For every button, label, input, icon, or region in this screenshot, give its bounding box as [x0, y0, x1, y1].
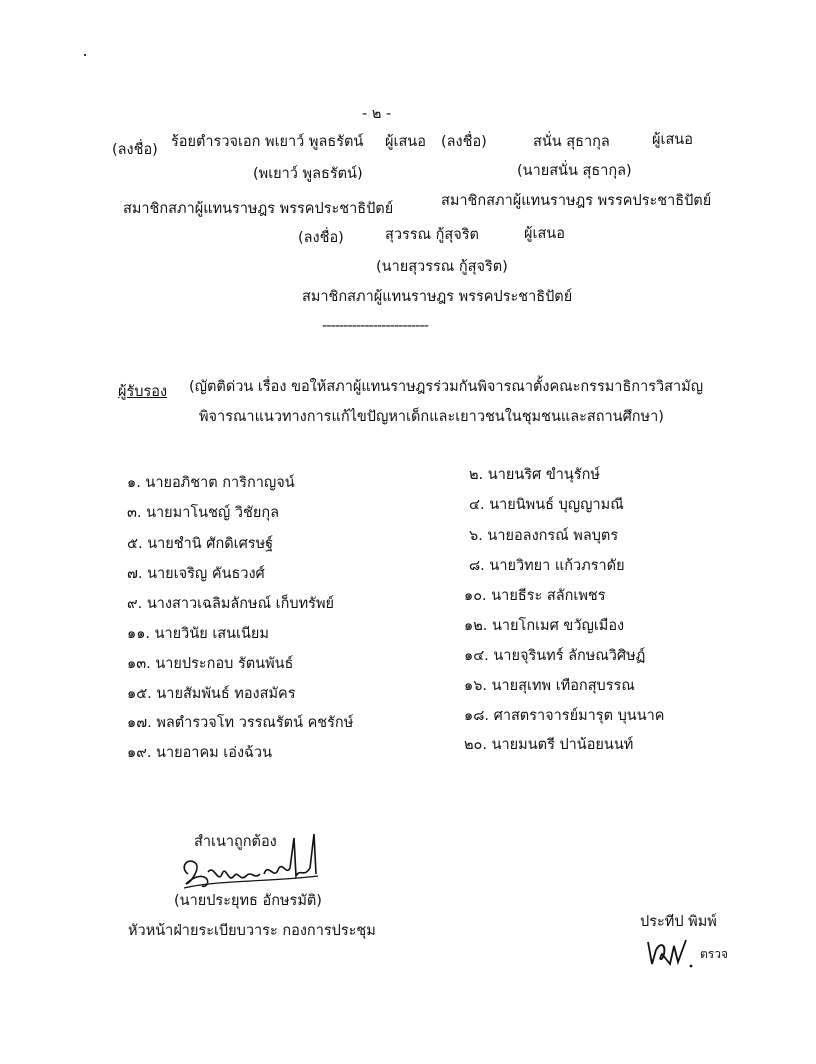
endorser-item: ๓. นายมาโนชญ์ วิชัยกุล [127, 505, 280, 521]
endorser-item: ๑๗. พลตำรวจโท วรรณรัตน์ คชรักษ์ [127, 715, 354, 731]
proposer-role: ผู้เสนอ [652, 132, 693, 148]
endorser-item: ๑๘. ศาสตราจารย์มารุต บุนนาค [464, 708, 665, 724]
endorser-item: ๑๓. นายประกอบ รัตนพันธ์ [127, 656, 294, 672]
endorser-item: ๑๐. นายธีระ สลักเพชร [464, 588, 606, 604]
mp-position: สมาชิกสภาผู้แทนราษฎร พรรคประชาธิปัตย์ [441, 193, 712, 209]
endorser-item: ๑. นายอภิชาต การิกาญจน์ [127, 475, 295, 491]
proposer-role: ผู้เสนอ [524, 226, 565, 242]
certified-copy-label: สำเนาถูกต้อง [194, 834, 277, 850]
initials-signature [644, 936, 696, 972]
motion-subject: พิจารณาแนวทางการแก้ไขปัญหาเด็กและเยาวชนในชุมชนและสถานศึกษา) [199, 409, 664, 425]
endorser-item: ๗. นายเจริญ คันธวงศ์ [127, 566, 265, 582]
endorser-item: ๘. นายวิทยา แก้วภราดัย [469, 558, 625, 574]
endorser-item: ๑๔. นายจุรินทร์ ลักษณวิศิษฏ์ [464, 648, 646, 664]
endorser-item: ๑๙. นายอาคม เอ่งฉ้วน [127, 745, 272, 761]
printed-name: (นายสนั่น สุธากุล) [517, 163, 632, 179]
printed-name: (พเยาว์ พูลธรัตน์) [253, 166, 363, 182]
proposer-role: ผู้เสนอ [385, 134, 426, 150]
endorser-item: ๔. นายนิพนธ์ บุญญามณี [469, 497, 624, 513]
scan-speck [84, 54, 86, 56]
certifier-name: (นายประยุทธ อักษรมัติ) [174, 893, 322, 909]
printed-name: (นายสุวรรณ กู้สุจริต) [376, 259, 508, 275]
certifier-position: หัวหน้าฝ่ายระเบียบวาระ กองการประชุม [128, 923, 376, 939]
page-number: - ๒ - [362, 106, 392, 122]
sign-label: (ลงชื่อ) [112, 142, 158, 158]
separator-line: ------------------------- [322, 318, 428, 334]
signer-name: สุวรรณ กู้สุจริต [385, 227, 479, 243]
endorser-item: ๑๕. นายสัมพันธ์ ทองสมัคร [127, 686, 296, 702]
endorser-item: ๑๑. นายวินัย เสนเนียม [127, 626, 269, 642]
typist-name: ประทีป พิมพ์ [640, 914, 717, 930]
endorser-item: ๒. นายนริศ ขำนุรักษ์ [469, 467, 600, 483]
endorser-item: ๙. นางสาวเฉลิมลักษณ์ เก็บทรัพย์ [127, 596, 335, 612]
endorser-item: ๒๐. นายมนตรี ปาน้อยนนท์ [464, 737, 634, 753]
endorsers-heading: ผู้รับรอง [118, 384, 168, 400]
motion-subject: (ญัตติด่วน เรื่อง ขอให้สภาผู้แทนราษฎรร่วมกันพิจารณาตั้งคณะกรรมาธิการวิสามัญ [189, 379, 704, 395]
mp-position: สมาชิกสภาผู้แทนราษฎร พรรคประชาธิปัตย์ [123, 201, 394, 217]
signer-name: สนั่น สุธากุล [533, 134, 610, 150]
handwritten-signature [178, 828, 328, 900]
sign-label: (ลงชื่อ) [298, 230, 344, 246]
signer-name: ร้อยตำรวจเอก พเยาว์ พูลธรัตน์ [171, 134, 364, 150]
endorser-item: ๑๒. นายโกเมศ ขวัญเมือง [464, 618, 625, 634]
endorser-item: ๕. นายชำนิ ศักดิเศรษฐ์ [127, 536, 274, 552]
checked-label: ตรวจ [700, 947, 729, 961]
sign-label: (ลงชื่อ) [441, 134, 487, 150]
endorser-item: ๑๖. นายสุเทพ เทือกสุบรรณ [464, 678, 635, 694]
endorser-item: ๖. นายอลงกรณ์ พลบุตร [469, 528, 619, 544]
mp-position: สมาชิกสภาผู้แทนราษฎร พรรคประชาธิปัตย์ [302, 289, 573, 305]
